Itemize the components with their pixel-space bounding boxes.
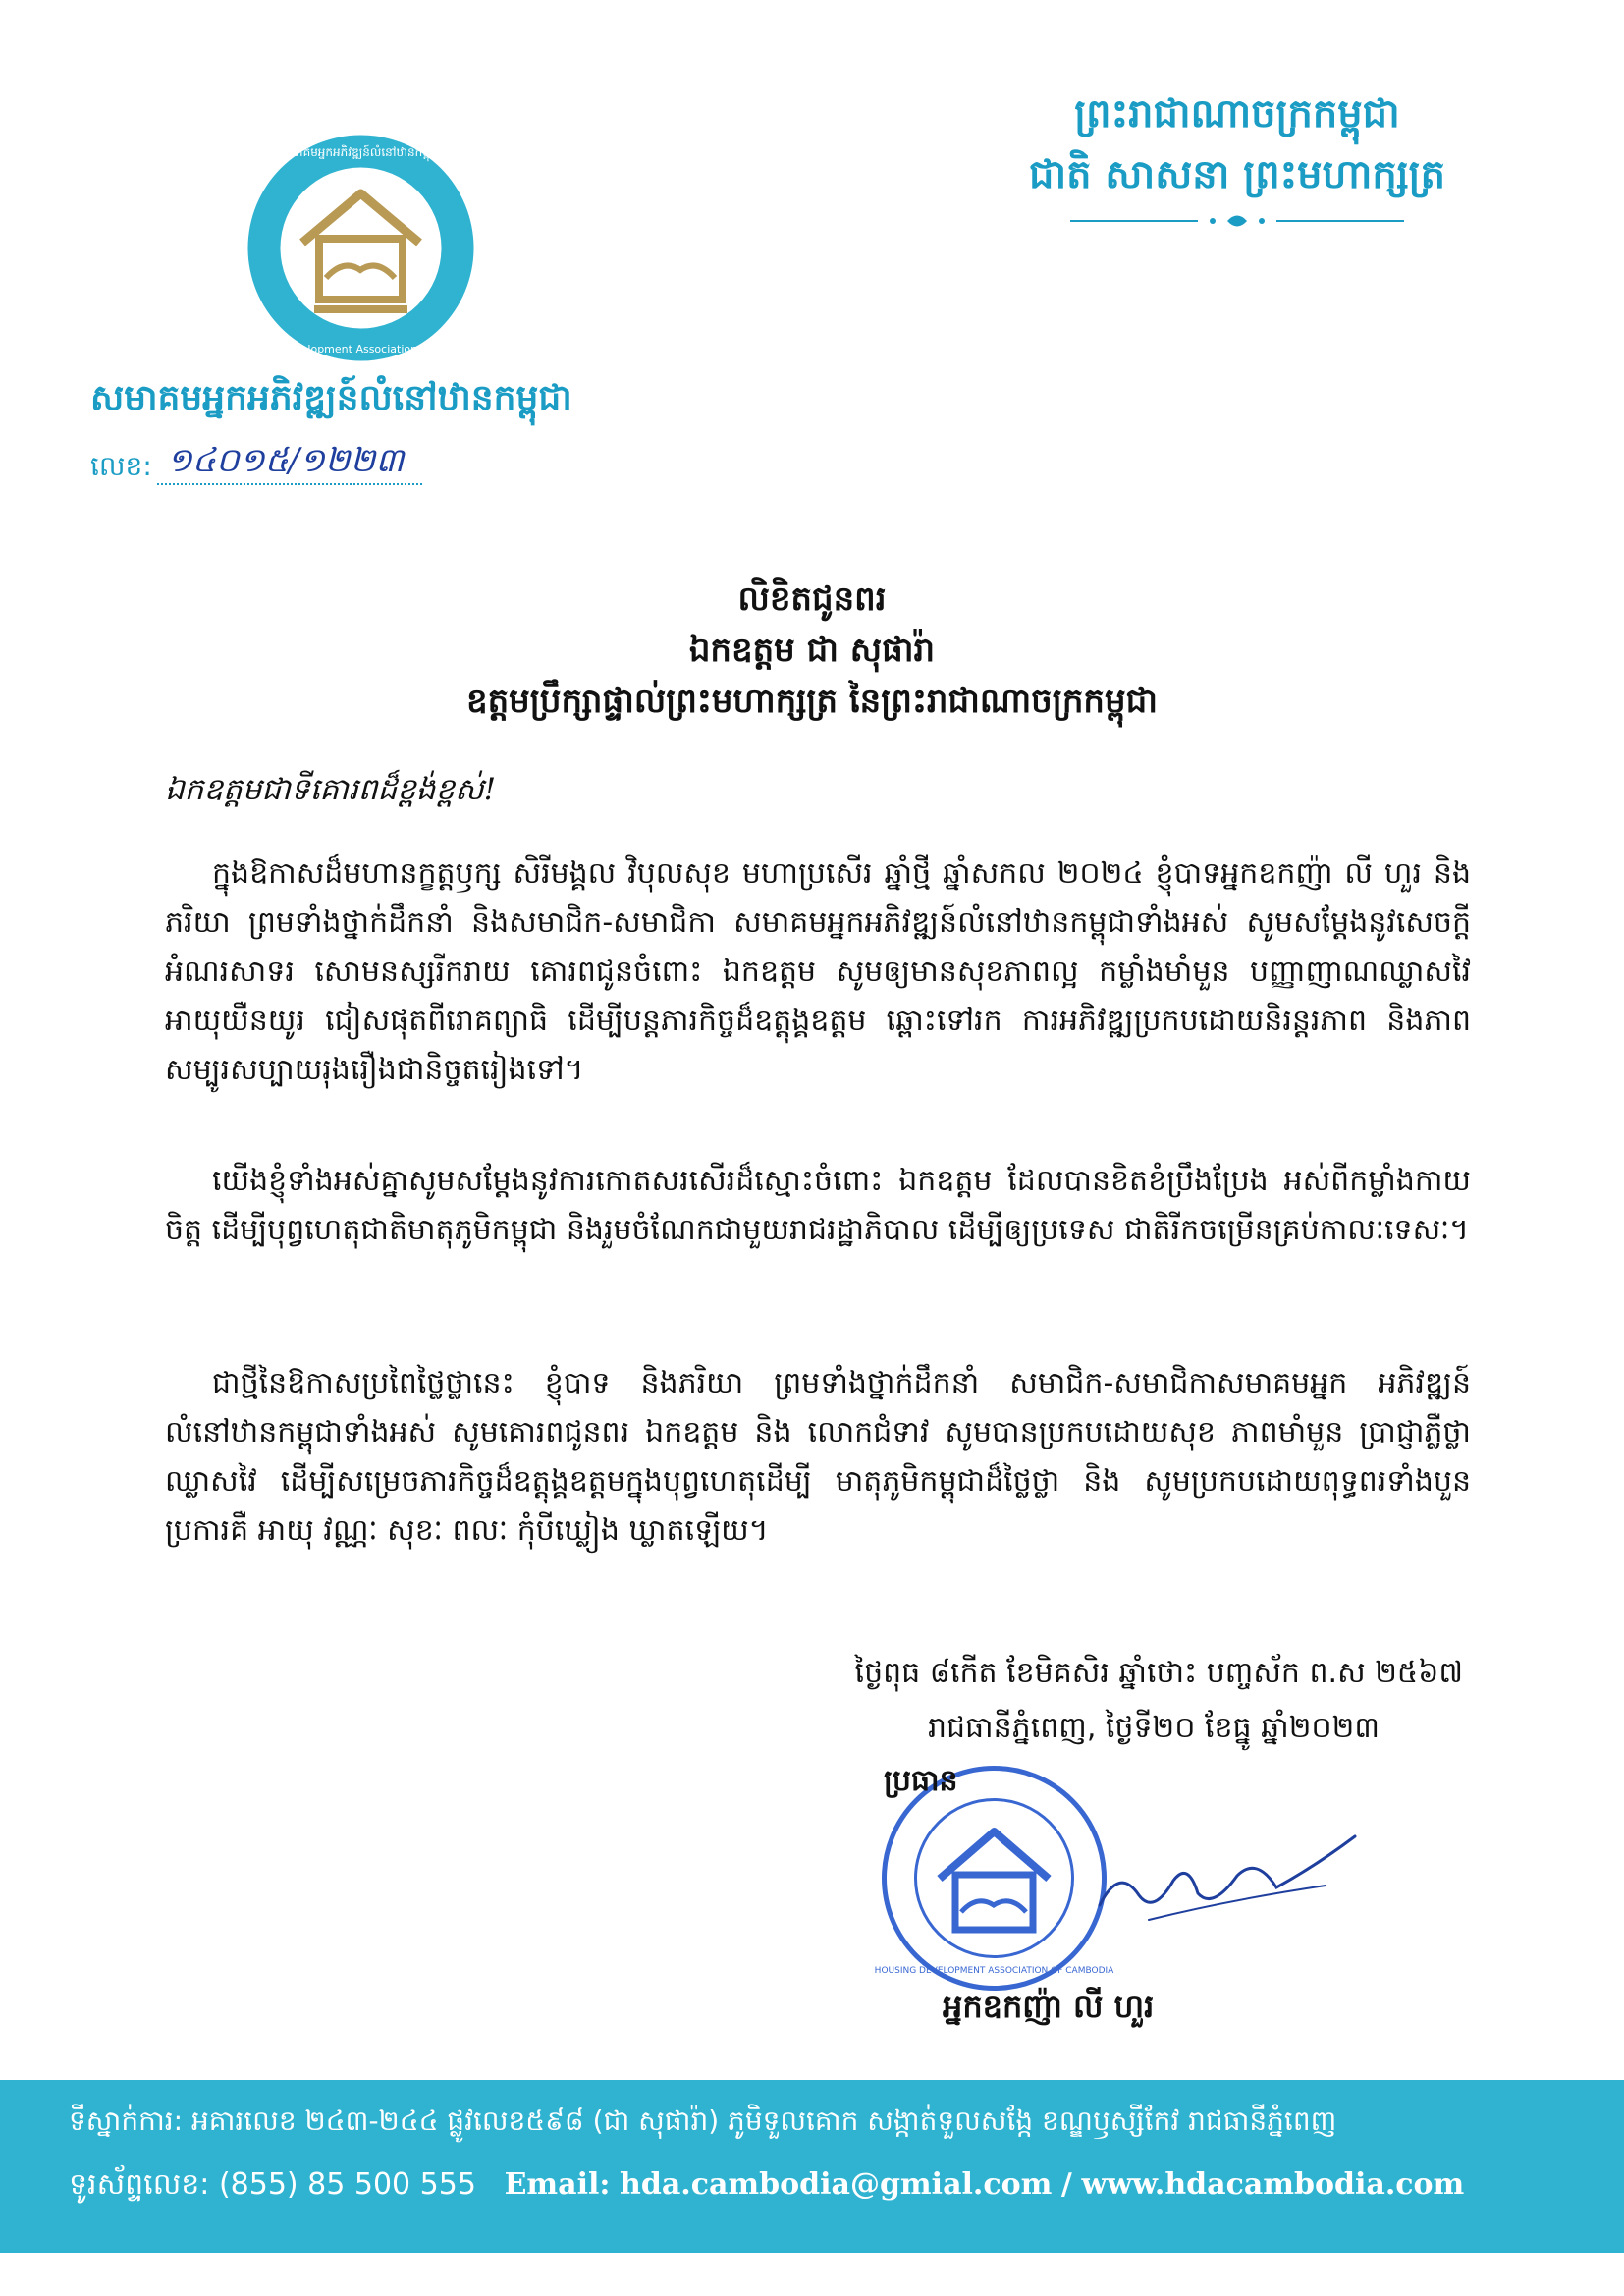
logo-text: Housing Development Association of Cambodia: [232, 343, 490, 355]
footer-contact: [69, 2160, 1561, 2210]
letter-title: លិខិតជូនពរ: [737, 579, 887, 619]
date-lunar: ថ្ងៃពុធ ៨កើត ខែមិគសិរ ឆ្នាំថោះ បញ្ចស័ក ព.ស ២៥៦៧: [854, 1656, 1463, 1690]
association-name: សមាគមអ្នកអភិវឌ្ឍន៍លំនៅឋានកម្ពុជា: [90, 377, 572, 418]
stamp-text: HOUSING DEVELOPMENT ASSOCIATION OF CAMBODIA: [874, 1966, 1114, 1976]
contact-separator: /: [1060, 2167, 1072, 2202]
email-label: Email:: [504, 2167, 611, 2202]
handwritten-signature: [1080, 1827, 1375, 1944]
website-url: www.hdacambodia.com: [1081, 2167, 1465, 2202]
reference-number: ១៤០១៥/១២២៣: [167, 441, 405, 480]
salutation: ឯកឧត្តមជាទីគោរពដ៏ខ្ពង់ខ្ពស់!: [165, 772, 497, 807]
phone-number: (855) 85 500 555: [218, 2167, 476, 2202]
recipient-name: ឯកឧត្តម ជា សុផារ៉ា: [688, 630, 936, 670]
signer-title: ប្រធាន: [884, 1764, 958, 1798]
phone-label: ទូរស័ព្ទលេខ:: [69, 2167, 210, 2202]
kingdom-motto: ជាតិ សាសនា ព្រះមហាក្សត្រ: [1029, 151, 1445, 197]
body-paragraph-2: យើងខ្ញុំទាំងអស់គ្នាសូមសម្តែងនូវការកោតសរសើរដ៏ស្មោះចំពោះ ឯកឧត្តម ដែលបានខិតខំប្រឹងប្រែង អស់ពីកម្លាំងកាយចិត្ត ដើម្បីបុព្វហេតុជាតិមាតុភូមិកម្ពុជា និងរួមចំណែកជាមួយរាជរដ្ឋាភិបាល ដើម្បីឲ្យប្រទេស ជាតិរីកចម្រើនគ្រប់កាលៈទេសៈ។: [165, 1164, 1471, 1247]
body-paragraph-1: ក្នុងឱកាសដ៏មហានក្ខត្តឫក្ស សិរីមង្គល វិបុលសុខ មហាប្រសើរ ឆ្នាំថ្មី ឆ្នាំសកល ២០២៤ ខ្ញុំបាទអ្នកឧកញ៉ា លី ហួរ និងភរិយា ព្រមទាំងថ្នាក់ដឹកនាំ និងសមាជិក-សមាជិកា សមាគមអ្នកអភិវឌ្ឍន៍លំនៅឋានកម្ពុជាទាំងអស់ សូមសម្តែងនូវសេចក្តីអំណរសាទរ សោមនស្សរីករាយ គោរពជូនចំពោះ ឯកឧត្តម សូមឲ្យមានសុខភាពល្អ កម្លាំងមាំមួន បញ្ញាញាណឈ្លាសវៃ អាយុយឺនយូរ ជៀសផុតពីរោគព្យាធិ ដើម្បីបន្តភារកិច្ចដ៏ឧត្តុង្គឧត្តម ឆ្ពោះទៅរក ការអភិវឌ្ឍប្រកបដោយនិរន្តរភាព និងភាពសម្បូរសប្បាយរុងរឿងជានិច្ចតរៀងទៅ។: [165, 856, 1471, 1087]
reference-label: លេខ:: [90, 450, 152, 482]
kingdom-title: ព្រះរាជាណាចក្រកម្ពុជា: [1074, 90, 1400, 137]
ornament-divider: [1070, 208, 1404, 234]
body-paragraph-3: ជាថ្មីនៃឱកាសប្រពៃថ្លៃថ្លានេះ ខ្ញុំបាទ និងភរិយា ព្រមទាំងថ្នាក់ដឹកនាំ សមាជិក-សមាជិកាសមាគមអ្នក អភិវឌ្ឍន៍លំនៅឋានកម្ពុជាទាំងអស់ សូមគោរពជូនពរ ឯកឧត្តម និង លោកជំទាវ សូមបានប្រកបដោយសុខ ភាពមាំមួន ប្រាជ្ញាភ្លឺថ្លាឈ្លាសវៃ ដើម្បីសម្រេចភារកិច្ចដ៏ឧត្តុង្គឧត្តមក្នុងបុព្វហេតុដើម្បី មាតុភូមិកម្ពុជាដ៏ថ្លៃថ្លា និង សូមប្រកបដោយពុទ្ធពរទាំងបួនប្រការគឺ អាយុ វណ្ណៈ សុខៈ ពលៈ កុំបីឃ្លៀង ឃ្លាតឡើយ។: [165, 1366, 1471, 1548]
footer-address: ទីស្នាក់ការ: អគារលេខ ២៤៣-២៤៤ ផ្លូវលេខ៥៩៨ (ជា សុផារ៉ា) ភូមិទួលគោក សង្កាត់ទួលសង្កែ ខណ្ឌឫស្សីកែវ រាជធានីភ្នំពេញ: [69, 2105, 1337, 2137]
association-logo: [232, 133, 490, 363]
date-solar: រាជធានីភ្នំពេញ, ថ្ងៃទី២០ ខែធ្នូ ឆ្នាំ២០២៣: [927, 1711, 1380, 1745]
logo-text-khmer: សមាគមអ្នកអភិវឌ្ឍន៍លំនៅឋានកម្ពុជា: [280, 145, 442, 159]
signer-name: អ្នកឧកញ៉ា លី ហួរ: [943, 1988, 1155, 2025]
reference-underline: [157, 483, 422, 485]
email-address: hda.cambodia@gmial.com: [620, 2167, 1053, 2202]
recipient-position: ឧត្តមប្រឹក្សាផ្ទាល់ព្រះមហាក្សត្រ នៃព្រះរាជាណាចក្រកម្ពុជា: [466, 682, 1158, 721]
